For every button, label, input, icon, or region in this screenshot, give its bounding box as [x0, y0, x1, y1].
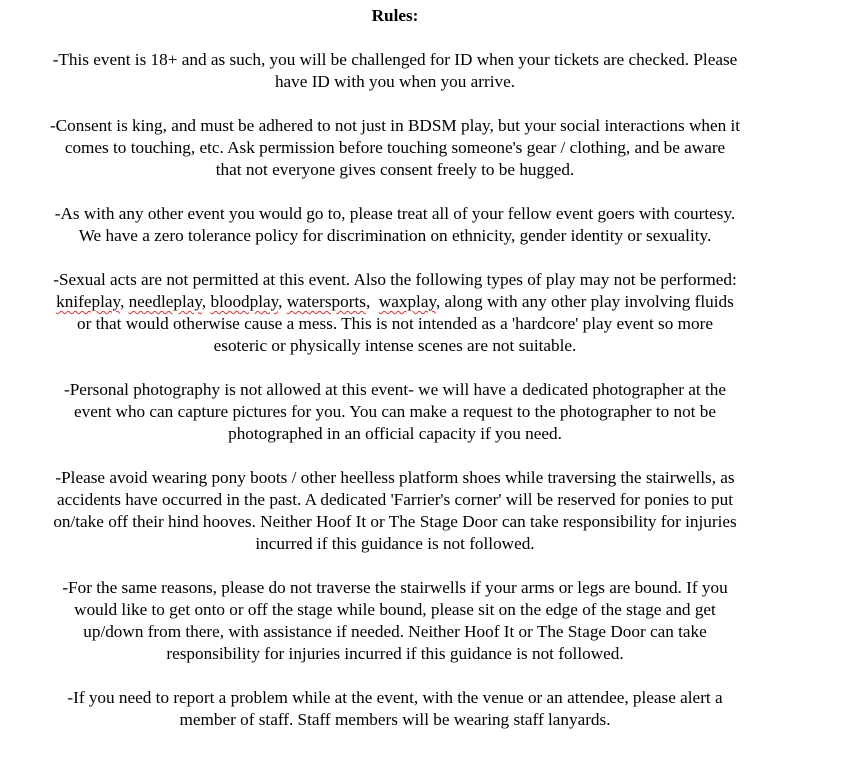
rule-line: that not everyone gives consent freely to be hugged. — [215, 160, 575, 179]
rule-line: -For the same reasons, please do not traverse the stairwells if your arms or legs are bound. If you — [62, 578, 728, 597]
rule-line: on/take off their hind hooves. Neither Hoof It or The Stage Door can take responsibility for injuries — [53, 512, 737, 531]
rule-line: esoteric or physically intense scenes are not suitable. — [213, 336, 577, 355]
rule-line: -Consent is king, and must be adhered to not just in BDSM play, but your social interactions when it — [49, 116, 741, 135]
rule-courtesy — [0, 203, 790, 247]
rule-line: photographed in an official capacity if you need. — [228, 424, 562, 443]
play-type-knifeplay: knifeplay — [56, 292, 120, 311]
play-type-bloodplay: bloodplay — [210, 292, 279, 311]
rule-line: -If you need to report a problem while at the event, with the venue or an attendee, please alert a — [67, 688, 723, 707]
rule-line: or that would otherwise cause a mess. This is not intended as a 'hardcore' play event so more — [77, 314, 713, 333]
rule-line: -Sexual acts are not permitted at this event. Also the following types of play may not be performed: — [53, 270, 737, 289]
rule-line: accidents have occurred in the past. A dedicated 'Farrier's corner' will be reserved for ponies to put — [56, 490, 733, 509]
rule-line-tail: , along with any other play involving fluids — [435, 292, 734, 311]
rule-line: would like to get onto or off the stage while bound, please sit on the edge of the stage and get — [74, 600, 716, 619]
rule-line: We have a zero tolerance policy for discrimination on ethnicity, gender identity or sexuality. — [78, 226, 712, 245]
rule-line: incurred if this guidance is not followed. — [255, 534, 535, 553]
rule-photography — [0, 379, 790, 445]
play-type-watersports: watersports — [286, 292, 366, 311]
rule-line: have ID with you when you arrive. — [274, 72, 516, 91]
rule-line: -As with any other event you would go to, please treat all of your fellow event goers with courtesy. — [54, 204, 736, 223]
rules-title: Rules: — [371, 6, 419, 25]
rule-line-play-types: knifeplay, needleplay, bloodplay, watersports, waxplay, along with any other play involving fluids — [56, 292, 734, 311]
rule-sexual-acts — [0, 269, 790, 357]
rule-line: event who can capture pictures for you. You can make a request to the photographer to not be — [74, 402, 716, 421]
rule-line: member of staff. Staff members will be wearing staff lanyards. — [179, 710, 611, 729]
rule-report-problem — [0, 687, 790, 731]
rule-pony-boots — [0, 467, 790, 555]
play-type-waxplay: waxplay — [378, 292, 436, 311]
rule-bound-stairwells — [0, 577, 790, 665]
play-type-needleplay: needleplay — [128, 292, 202, 311]
rule-line: comes to touching, etc. Ask permission before touching someone's gear / clothing, and be aware — [64, 138, 726, 157]
rule-line: -Please avoid wearing pony boots / other heelless platform shoes while traversing the stairwells, as — [55, 468, 735, 487]
rules-document — [0, 5, 790, 753]
rule-line: up/down from there, with assistance if needed. Neither Hoof It or The Stage Door can take — [83, 622, 707, 641]
rule-line: -This event is 18+ and as such, you will be challenged for ID when your tickets are checked. Please — [52, 50, 738, 69]
rule-age-id — [0, 49, 790, 93]
rule-line: -Personal photography is not allowed at this event- we will have a dedicated photographer at the — [64, 380, 726, 399]
rule-line: responsibility for injuries incurred if this guidance is not followed. — [166, 644, 624, 663]
rule-consent — [0, 115, 790, 181]
